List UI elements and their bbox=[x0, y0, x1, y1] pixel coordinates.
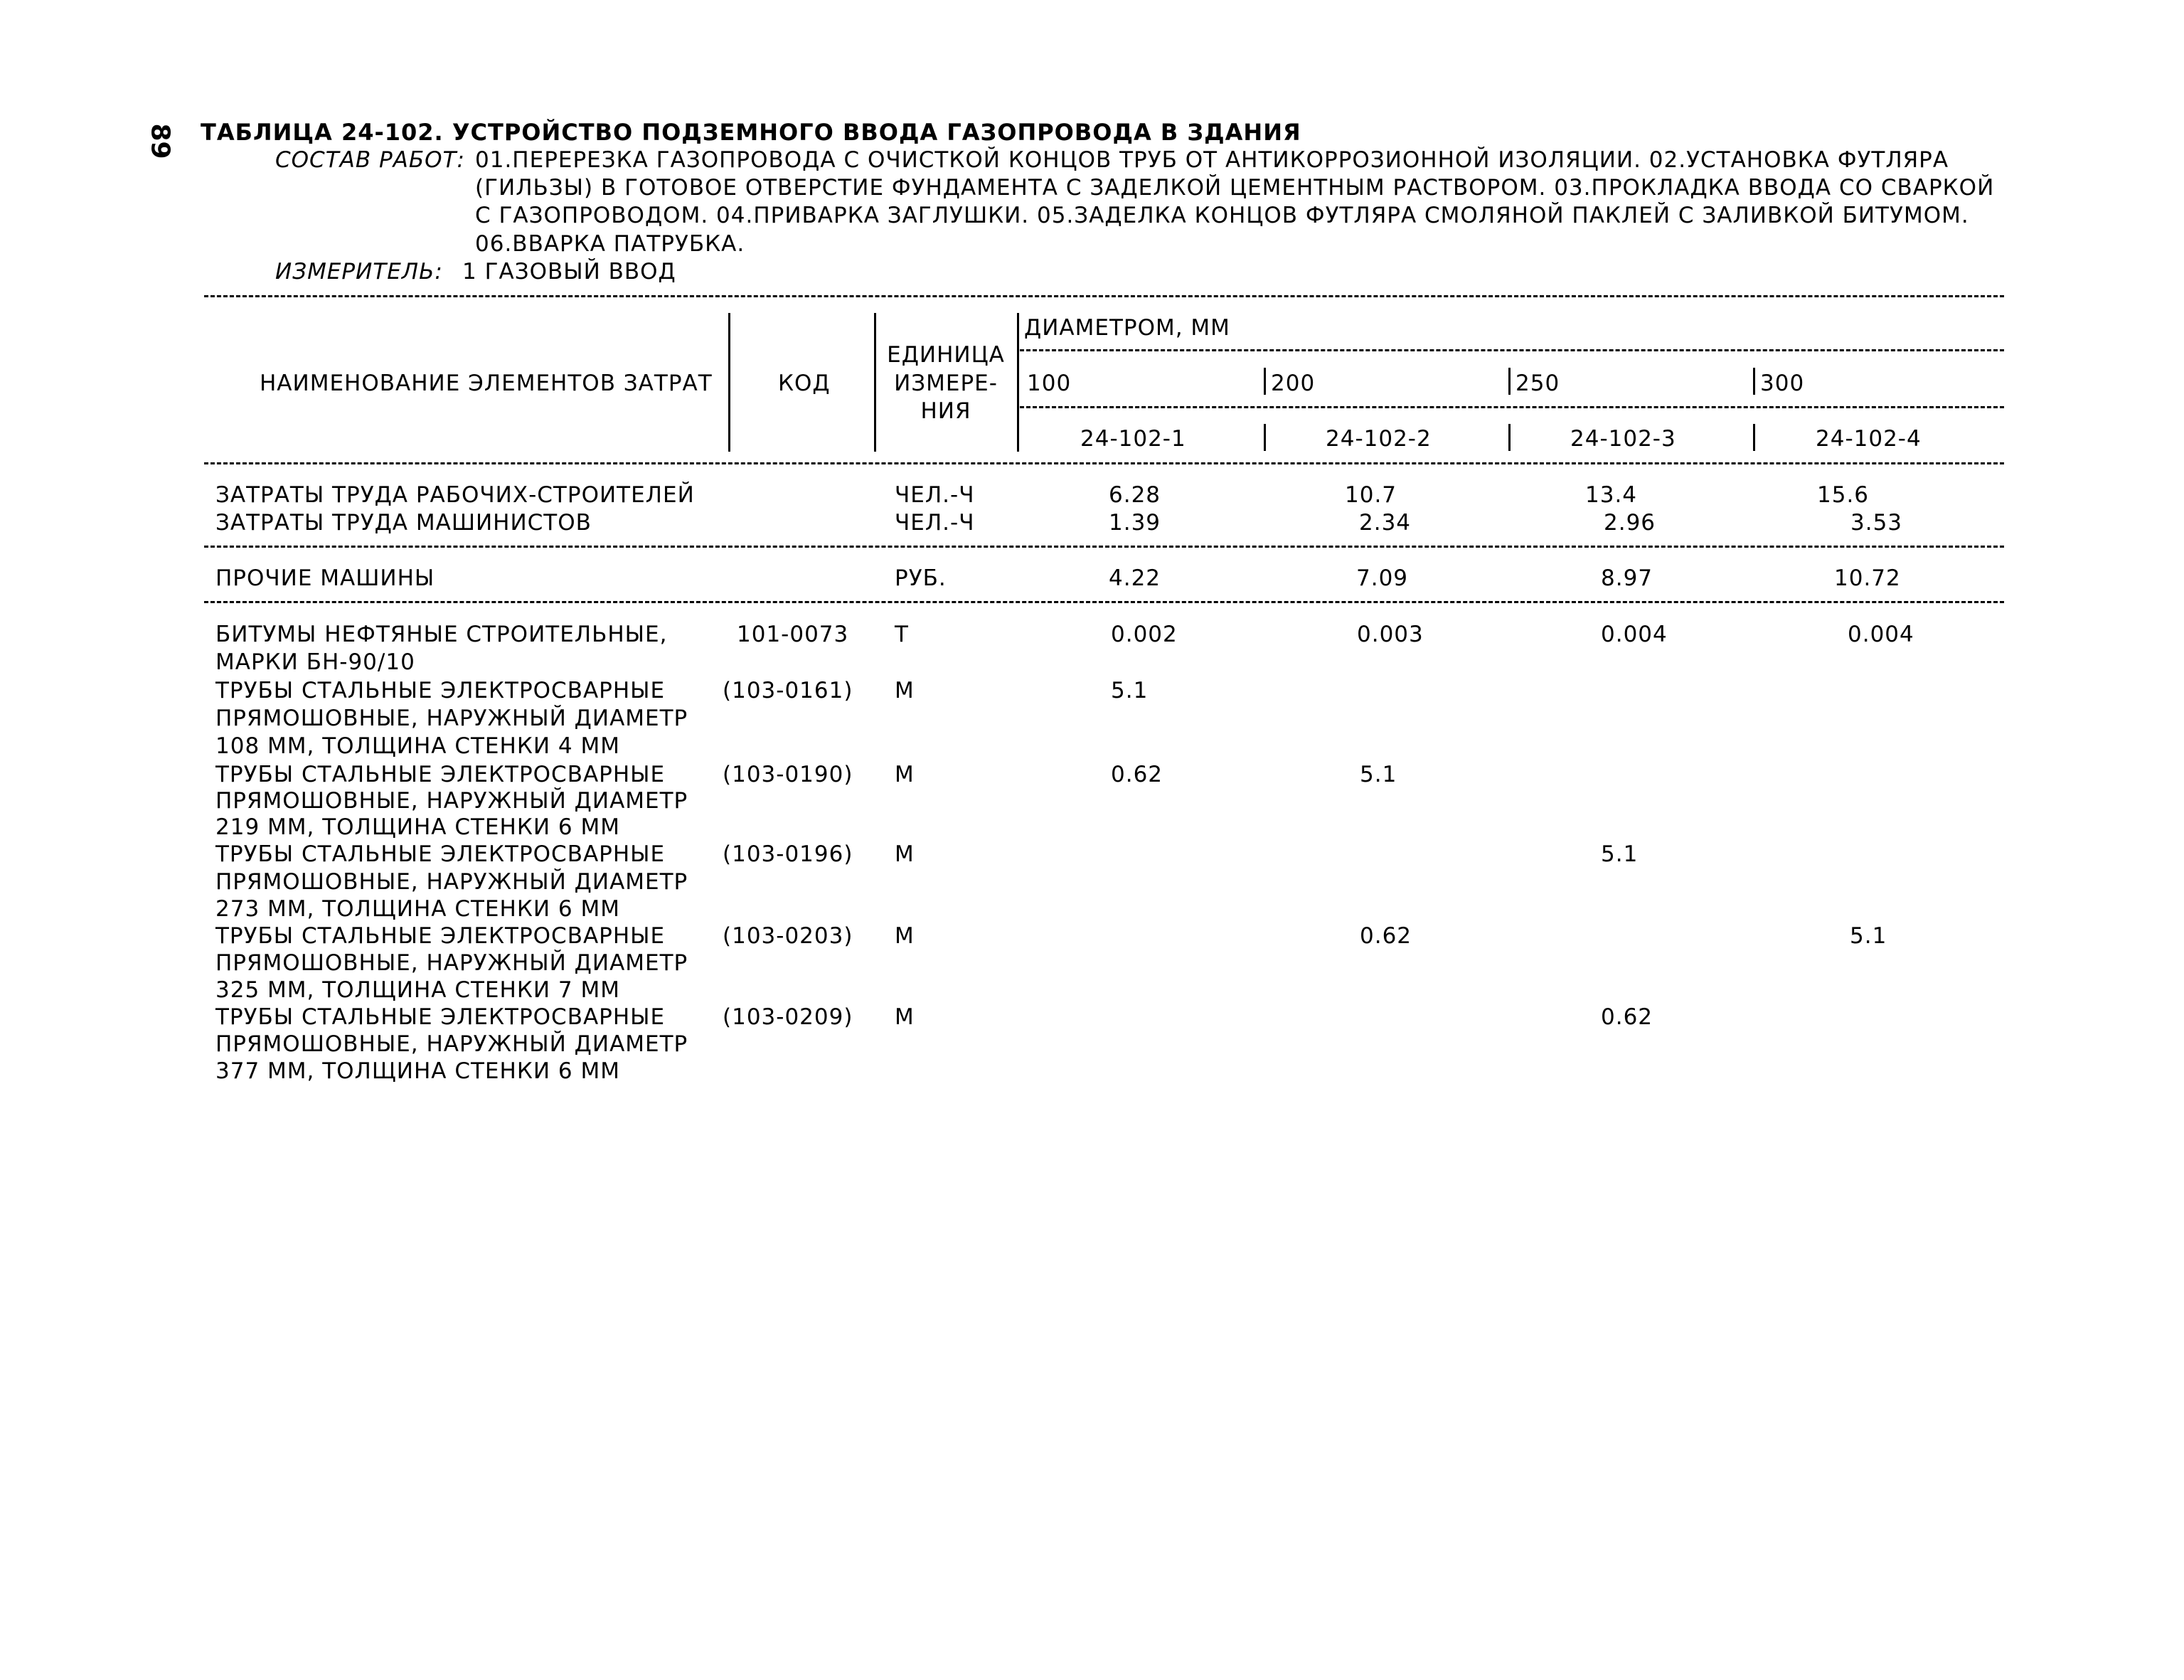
header-divider bbox=[1508, 424, 1511, 451]
page-number: 89 bbox=[145, 123, 175, 159]
header-diameter-200: 200 bbox=[1271, 371, 1316, 396]
row-unit: ЧЕЛ.-Ч bbox=[895, 482, 975, 508]
header-code-4: 24-102-4 bbox=[1816, 426, 1922, 452]
header-divider bbox=[1753, 424, 1755, 451]
header-code: КОД bbox=[778, 371, 831, 396]
row-name: БИТУМЫ НЕФТЯНЫЕ СТРОИТЕЛЬНЫЕ, bbox=[215, 622, 668, 647]
table-title: ТАБЛИЦА 24-102. УСТРОЙСТВО ПОДЗЕМНОГО ВВОДА ГАЗОПРОВОДА В ЗДАНИЯ bbox=[201, 119, 1301, 146]
row-name: ПРЯМОШОВНЫЕ, НАРУЖНЫЙ ДИАМЕТР bbox=[215, 706, 688, 731]
header-divider bbox=[728, 313, 730, 452]
composition-label: СОСТАВ РАБОТ: bbox=[275, 147, 465, 173]
header-diameter-100: 100 bbox=[1027, 371, 1072, 396]
row-unit: РУБ. bbox=[895, 565, 947, 591]
row-name: 325 ММ, ТОЛЩИНА СТЕНКИ 7 ММ bbox=[215, 977, 620, 1003]
row-value: 7.09 bbox=[1356, 565, 1409, 591]
row-value: 8.97 bbox=[1601, 565, 1653, 591]
composition-line-1: 01.ПЕРЕРЕЗКА ГАЗОПРОВОДА С ОЧИСТКОЙ КОНЦОВ ТРУБ ОТ АНТИКОРРОЗИОННОЙ ИЗОЛЯЦИИ. 02.УСТАНОВКА ФУТЛЯРА bbox=[475, 147, 1949, 173]
row-name: 377 ММ, ТОЛЩИНА СТЕНКИ 6 ММ bbox=[215, 1058, 620, 1084]
row-name: ПРЯМОШОВНЫЕ, НАРУЖНЫЙ ДИАМЕТР bbox=[215, 869, 688, 895]
machines-bottom-rule bbox=[204, 601, 2004, 603]
row-code: 101-0073 bbox=[737, 622, 849, 647]
labor-bottom-rule bbox=[204, 546, 2004, 548]
row-value: 0.004 bbox=[1848, 622, 1914, 647]
header-divider bbox=[874, 313, 876, 452]
row-code: (103-0209) bbox=[723, 1004, 853, 1030]
row-name: ПРОЧИЕ МАШИНЫ bbox=[215, 565, 435, 591]
row-value: 15.6 bbox=[1817, 482, 1870, 508]
row-name: ПРЯМОШОВНЫЕ, НАРУЖНЫЙ ДИАМЕТР bbox=[215, 950, 688, 976]
measure-label: ИЗМЕРИТЕЛЬ: bbox=[275, 259, 443, 285]
header-diameter-250: 250 bbox=[1516, 371, 1560, 396]
table-top-rule bbox=[204, 295, 2004, 297]
header-diameter-300: 300 bbox=[1760, 371, 1805, 396]
row-value: 2.96 bbox=[1604, 510, 1656, 536]
header-diameter: ДИАМЕТРОМ, ММ bbox=[1024, 315, 1230, 341]
row-name: ТРУБЫ СТАЛЬНЫЕ ЭЛЕКТРОСВАРНЫЕ bbox=[215, 923, 666, 949]
row-value: 0.004 bbox=[1601, 622, 1668, 647]
row-code: (103-0161) bbox=[723, 678, 853, 703]
row-code: (103-0196) bbox=[723, 841, 853, 867]
row-value: 4.22 bbox=[1109, 565, 1161, 591]
row-value: 5.1 bbox=[1360, 762, 1397, 787]
header-bottom-rule bbox=[204, 462, 2004, 464]
row-name: МАРКИ БН-90/10 bbox=[215, 649, 415, 675]
row-name: ТРУБЫ СТАЛЬНЫЕ ЭЛЕКТРОСВАРНЫЕ bbox=[215, 1004, 666, 1030]
row-unit: М bbox=[895, 678, 915, 703]
row-value: 0.62 bbox=[1111, 762, 1163, 787]
diameter-rule bbox=[1020, 349, 2004, 351]
row-unit: М bbox=[895, 762, 915, 787]
header-code-3: 24-102-3 bbox=[1570, 426, 1676, 452]
row-name: ПРЯМОШОВНЫЕ, НАРУЖНЫЙ ДИАМЕТР bbox=[215, 788, 688, 814]
row-value: 10.7 bbox=[1345, 482, 1397, 508]
row-value: 0.003 bbox=[1357, 622, 1424, 647]
composition-line-4: 06.ВВАРКА ПАТРУБКА. bbox=[475, 231, 745, 257]
measure-value: 1 ГАЗОВЫЙ ВВОД bbox=[462, 259, 676, 285]
row-name: ЗАТРАТЫ ТРУДА РАБОЧИХ-СТРОИТЕЛЕЙ bbox=[215, 482, 695, 508]
row-unit: ЧЕЛ.-Ч bbox=[895, 510, 975, 536]
row-unit: М bbox=[895, 923, 915, 949]
header-name: НАИМЕНОВАНИЕ ЭЛЕМЕНТОВ ЗАТРАТ bbox=[260, 371, 713, 396]
row-value: 3.53 bbox=[1850, 510, 1903, 536]
row-name: ТРУБЫ СТАЛЬНЫЕ ЭЛЕКТРОСВАРНЫЕ bbox=[215, 841, 666, 867]
row-unit: М bbox=[895, 841, 915, 867]
row-value: 5.1 bbox=[1111, 678, 1149, 703]
header-code-2: 24-102-2 bbox=[1326, 426, 1432, 452]
row-value: 0.62 bbox=[1360, 923, 1412, 949]
row-value: 13.4 bbox=[1585, 482, 1638, 508]
row-name: 273 ММ, ТОЛЩИНА СТЕНКИ 6 ММ bbox=[215, 896, 620, 922]
header-divider bbox=[1264, 368, 1266, 395]
header-divider bbox=[1017, 313, 1019, 452]
row-unit: Т bbox=[895, 622, 909, 647]
row-name: ТРУБЫ СТАЛЬНЫЕ ЭЛЕКТРОСВАРНЫЕ bbox=[215, 678, 666, 703]
composition-line-2: (ГИЛЬЗЫ) В ГОТОВОЕ ОТВЕРСТИЕ ФУНДАМЕНТА С ЗАДЕЛКОЙ ЦЕМЕНТНЫМ РАСТВОРОМ. 03.ПРОКЛАДКА ВВОДА СО СВАРКОЙ bbox=[475, 175, 1995, 201]
row-name: ЗАТРАТЫ ТРУДА МАШИНИСТОВ bbox=[215, 510, 592, 536]
row-name: ПРЯМОШОВНЫЕ, НАРУЖНЫЙ ДИАМЕТР bbox=[215, 1031, 688, 1057]
row-value: 0.002 bbox=[1111, 622, 1178, 647]
header-code-1: 24-102-1 bbox=[1080, 426, 1186, 452]
row-name: 219 ММ, ТОЛЩИНА СТЕНКИ 6 ММ bbox=[215, 814, 620, 840]
row-value: 5.1 bbox=[1601, 841, 1639, 867]
row-unit: М bbox=[895, 1004, 915, 1030]
row-code: (103-0203) bbox=[723, 923, 853, 949]
row-value: 1.39 bbox=[1109, 510, 1161, 536]
row-value: 10.72 bbox=[1834, 565, 1901, 591]
header-divider bbox=[1753, 368, 1755, 395]
row-value: 2.34 bbox=[1359, 510, 1412, 536]
row-value: 0.62 bbox=[1601, 1004, 1653, 1030]
header-divider bbox=[1264, 424, 1266, 451]
header-divider bbox=[1508, 368, 1511, 395]
header-unit-line: ЕДИНИЦА bbox=[887, 342, 1005, 368]
row-value: 5.1 bbox=[1850, 923, 1887, 949]
row-name: 108 ММ, ТОЛЩИНА СТЕНКИ 4 ММ bbox=[215, 733, 620, 759]
row-name: ТРУБЫ СТАЛЬНЫЕ ЭЛЕКТРОСВАРНЫЕ bbox=[215, 762, 666, 787]
composition-line-3: С ГАЗОПРОВОДОМ. 04.ПРИВАРКА ЗАГЛУШКИ. 05.ЗАДЕЛКА КОНЦОВ ФУТЛЯРА СМОЛЯНОЙ ПАКЛЕЙ С ЗАЛИВКОЙ БИТУМОМ. bbox=[475, 203, 1969, 228]
row-value: 6.28 bbox=[1109, 482, 1161, 508]
codes-rule bbox=[1020, 406, 2004, 408]
header-unit-line: НИЯ bbox=[920, 398, 971, 424]
header-unit-line: ИЗМЕРЕ- bbox=[894, 371, 998, 396]
row-code: (103-0190) bbox=[723, 762, 853, 787]
